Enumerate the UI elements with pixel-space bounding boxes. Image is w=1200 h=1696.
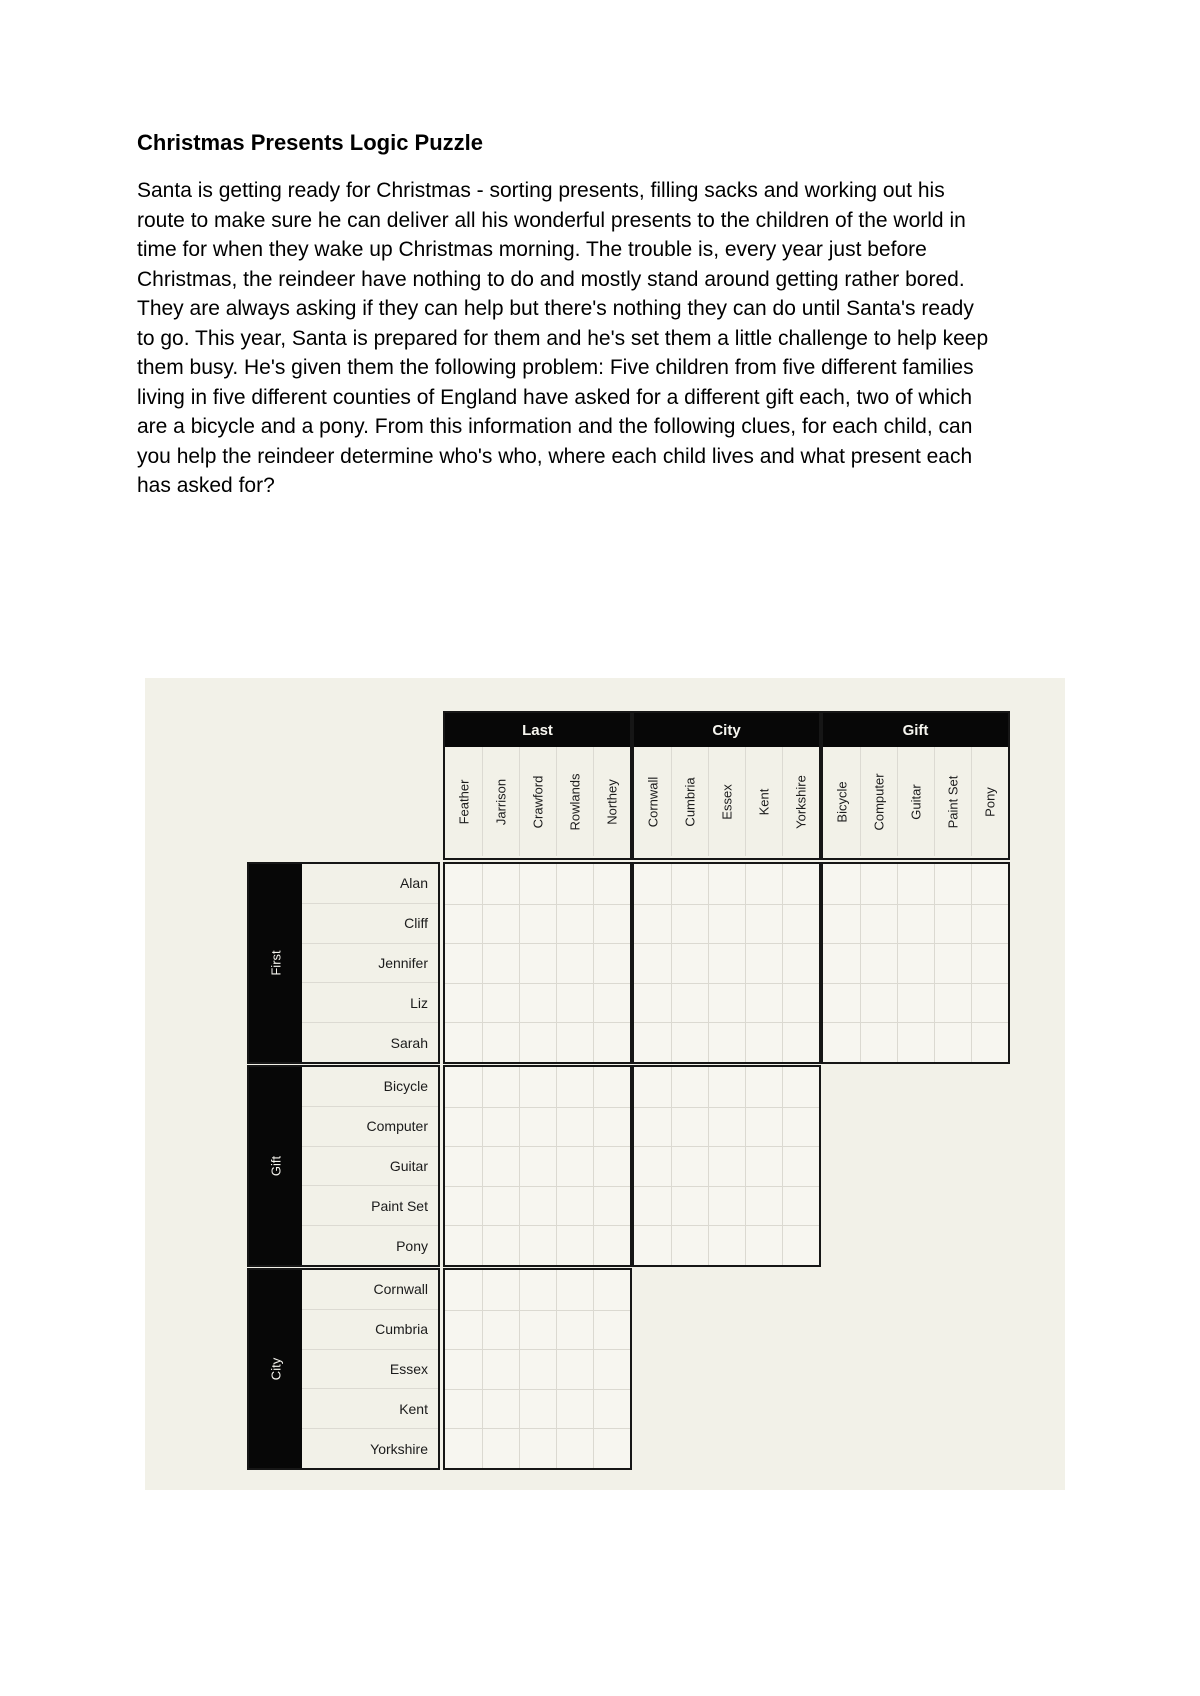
grid-cell (671, 943, 708, 983)
grid-cell (593, 904, 630, 944)
col-header-label: Computer (871, 772, 887, 831)
col-header-label: Jarrison (493, 778, 509, 825)
grid-cell (708, 1146, 745, 1186)
row-group-band-gift (249, 1067, 302, 1265)
row-header-guitar: Guitar (302, 1146, 438, 1186)
grid-cell (745, 943, 782, 983)
grid-cell (519, 983, 556, 1023)
row-header-kent: Kent (302, 1388, 438, 1428)
col-header-jarrison (482, 747, 519, 856)
grid-cell (934, 1022, 971, 1062)
grid-cell (745, 1107, 782, 1147)
grid-cell (823, 904, 860, 944)
row-header-yorkshire: Yorkshire (302, 1428, 438, 1468)
grid-cell (593, 1022, 630, 1062)
row-group-band-first (249, 864, 302, 1062)
row-header-bicycle: Bicycle (383, 1078, 428, 1095)
row-group-band-label: Gift (268, 1155, 283, 1177)
logic-grid (145, 678, 1065, 1490)
row-group-band-label: City (268, 1357, 283, 1381)
col-header-computer (860, 747, 897, 856)
cell-block-first-city (632, 862, 821, 1064)
grid-cell (593, 1146, 630, 1186)
grid-cell (934, 864, 971, 904)
grid-cell (556, 1310, 593, 1350)
row-group-city (247, 1268, 440, 1470)
grid-cell (860, 983, 897, 1023)
row-header-computer: Computer (302, 1106, 438, 1146)
col-group-band-gift: Gift (823, 713, 1008, 747)
row-group-first (247, 862, 440, 1064)
grid-cell (934, 904, 971, 944)
col-header-northey (593, 747, 630, 856)
grid-cell (519, 1225, 556, 1265)
col-header-label: Crawford (530, 775, 546, 828)
row-header-liz: Liz (302, 982, 438, 1022)
grid-cell (671, 1225, 708, 1265)
col-header-label: Cumbria (682, 776, 698, 827)
row-header-labels-city (302, 1270, 438, 1468)
col-group-band-city: City (634, 713, 819, 747)
grid-cell (671, 1022, 708, 1062)
row-header-paint-set: Paint Set (302, 1185, 438, 1225)
grid-cell (593, 1107, 630, 1147)
col-header-yorkshire (782, 747, 819, 856)
grid-cell (482, 1146, 519, 1186)
grid-cell (671, 864, 708, 904)
col-header-label: Kent (756, 788, 772, 815)
grid-cell (519, 1270, 556, 1310)
col-header-label: Bicycle (834, 780, 849, 823)
grid-cell (782, 1186, 819, 1226)
grid-cell (519, 1349, 556, 1389)
col-group-city (632, 711, 821, 860)
col-header-pony (971, 747, 1008, 856)
grid-cell (445, 1270, 482, 1310)
puzzle-panel (145, 678, 1065, 1490)
grid-cell (782, 864, 819, 904)
grid-cell (482, 1349, 519, 1389)
grid-cell (708, 1107, 745, 1147)
grid-cell (782, 1225, 819, 1265)
row-header-labels-gift (302, 1067, 438, 1265)
grid-cell (708, 904, 745, 944)
grid-cell (519, 1146, 556, 1186)
grid-cell (445, 1428, 482, 1468)
grid-cell (634, 1022, 671, 1062)
grid-cell (745, 1186, 782, 1226)
grid-cell (482, 1270, 519, 1310)
grid-cell (482, 904, 519, 944)
grid-cell (708, 1067, 745, 1107)
grid-cell (482, 983, 519, 1023)
grid-cell (634, 1067, 671, 1107)
row-header-essex: Essex (302, 1349, 438, 1389)
col-group-last (443, 711, 632, 860)
grid-cell (860, 904, 897, 944)
col-header-labels-gift (823, 747, 1008, 856)
grid-cell (782, 904, 819, 944)
grid-cell (556, 1107, 593, 1147)
grid-cell (556, 1022, 593, 1062)
col-header-label: Cornwall (645, 776, 660, 827)
grid-cell (708, 983, 745, 1023)
grid-cell (445, 1107, 482, 1147)
grid-cell (745, 983, 782, 1023)
col-header-label: Guitar (908, 783, 924, 820)
row-header-pony: Pony (302, 1225, 438, 1265)
grid-cell (519, 1428, 556, 1468)
grid-cell (482, 1225, 519, 1265)
grid-cell (708, 1022, 745, 1062)
grid-cell (671, 1107, 708, 1147)
row-group-band-city (249, 1270, 302, 1468)
col-header-labels-last (445, 747, 630, 856)
grid-cell (519, 864, 556, 904)
grid-cell (556, 904, 593, 944)
grid-cell (782, 1146, 819, 1186)
grid-cell (445, 1146, 482, 1186)
grid-cell (482, 943, 519, 983)
row-header-sarah: Sarah (302, 1022, 438, 1062)
grid-cell (671, 1146, 708, 1186)
grid-cell (823, 943, 860, 983)
grid-cell (482, 1067, 519, 1107)
grid-cell (556, 983, 593, 1023)
grid-cell (671, 904, 708, 944)
grid-cell (519, 1022, 556, 1062)
col-group-gift (821, 711, 1010, 860)
grid-cell (593, 1428, 630, 1468)
grid-cell (823, 864, 860, 904)
grid-cell (782, 1022, 819, 1062)
grid-cell (556, 1186, 593, 1226)
grid-cell (556, 1225, 593, 1265)
col-header-label: Feather (456, 779, 471, 824)
col-header-labels-city (634, 747, 819, 856)
grid-cell (593, 983, 630, 1023)
col-header-cumbria (671, 747, 708, 856)
col-header-essex (708, 747, 745, 856)
grid-cell (445, 1067, 482, 1107)
grid-cell (782, 983, 819, 1023)
row-header-cornwall: Cornwall (373, 1281, 428, 1298)
cell-block-city-last (443, 1268, 632, 1470)
grid-cell (971, 983, 1008, 1023)
grid-cell (593, 1270, 630, 1310)
grid-cell (593, 1310, 630, 1350)
grid-cell (519, 1067, 556, 1107)
page-title: Christmas Presents Logic Puzzle (137, 130, 483, 155)
grid-cell (482, 1107, 519, 1147)
grid-cell (482, 1022, 519, 1062)
row-header-labels-first (302, 864, 438, 1062)
col-header-label: Pony (982, 786, 998, 817)
grid-cell (445, 1022, 482, 1062)
grid-cell (634, 904, 671, 944)
grid-cell (593, 1349, 630, 1389)
grid-cell (782, 1107, 819, 1147)
grid-cell (745, 1225, 782, 1265)
grid-cell (971, 904, 1008, 944)
cell-block-first-last (443, 862, 632, 1064)
grid-cell (556, 1146, 593, 1186)
grid-cell (445, 983, 482, 1023)
grid-cell (519, 1389, 556, 1429)
row-header-cumbria: Cumbria (302, 1309, 438, 1349)
grid-cell (897, 943, 934, 983)
grid-cell (634, 1107, 671, 1147)
grid-cell (823, 983, 860, 1023)
grid-cell (556, 1067, 593, 1107)
row-group-band-label: First (268, 950, 283, 976)
grid-cell (593, 864, 630, 904)
grid-cell (671, 983, 708, 1023)
grid-cell (745, 1067, 782, 1107)
grid-cell (482, 1310, 519, 1350)
grid-cell (445, 943, 482, 983)
grid-cell (634, 983, 671, 1023)
grid-cell (445, 1225, 482, 1265)
col-header-kent (745, 747, 782, 856)
grid-cell (708, 943, 745, 983)
intro-paragraph: Santa is getting ready for Christmas - sorting presents, filling sacks and working out his route to make sure he can deliver all his wonderful presents to the children of the world in time for when they wake up Christmas morning. The trouble is, every year just before Christmas, the reindeer have nothing to do and mostly stand around getting rather bored. They are always asking if they can help but there's nothing they can do until Santa's ready to go. This year, Santa is prepared for them and he's set them a little challenge to help keep them busy. He's given them the following problem: Five children from five different families living in five different counties of England have asked for a different gift each, two of which are a bicycle and a pony. From this information and the following clues, for each child, can you help the reindeer determine who's who, where each child lives and what present each has asked for? (137, 179, 989, 497)
col-header-rowlands (556, 747, 593, 856)
col-header-cornwall (634, 747, 671, 856)
grid-cell (860, 1022, 897, 1062)
col-group-band-last: Last (445, 713, 630, 747)
grid-cell (445, 904, 482, 944)
row-header-alan: Alan (399, 875, 428, 892)
col-header-label: Rowlands (567, 772, 583, 831)
grid-cell (745, 864, 782, 904)
grid-cell (708, 1225, 745, 1265)
grid-cell (634, 1225, 671, 1265)
grid-cell (556, 943, 593, 983)
col-header-label: Paint Set (945, 775, 961, 828)
grid-cell (782, 1067, 819, 1107)
grid-cell (634, 864, 671, 904)
grid-cell (971, 864, 1008, 904)
grid-cell (634, 1146, 671, 1186)
row-header-cliff: Cliff (302, 903, 438, 943)
grid-cell (745, 1022, 782, 1062)
grid-cell (671, 1186, 708, 1226)
grid-cell (745, 904, 782, 944)
row-group-gift (247, 1065, 440, 1267)
cell-block-gift-last (443, 1065, 632, 1267)
col-header-crawford (519, 747, 556, 856)
grid-cell (745, 1146, 782, 1186)
col-header-label: Yorkshire (793, 774, 809, 829)
col-header-paint-set (934, 747, 971, 856)
grid-cell (897, 904, 934, 944)
grid-cell (519, 1186, 556, 1226)
col-header-bicycle (823, 747, 860, 856)
grid-cell (593, 1225, 630, 1265)
grid-cell (519, 943, 556, 983)
grid-cell (934, 943, 971, 983)
grid-cell (445, 1186, 482, 1226)
row-header-jennifer: Jennifer (302, 943, 438, 983)
grid-cell (556, 1428, 593, 1468)
grid-cell (782, 943, 819, 983)
grid-cell (482, 1389, 519, 1429)
grid-cell (482, 864, 519, 904)
grid-cell (897, 864, 934, 904)
grid-cell (445, 1349, 482, 1389)
col-header-label: Northey (604, 778, 620, 825)
grid-cell (519, 904, 556, 944)
grid-cell (897, 1022, 934, 1062)
grid-cell (860, 943, 897, 983)
grid-cell (671, 1067, 708, 1107)
grid-cell (934, 983, 971, 1023)
grid-cell (593, 943, 630, 983)
grid-cell (708, 864, 745, 904)
grid-cell (482, 1428, 519, 1468)
grid-cell (897, 983, 934, 1023)
grid-cell (593, 1186, 630, 1226)
col-header-feather (445, 747, 482, 856)
grid-cell (519, 1310, 556, 1350)
cell-block-gift-city (632, 1065, 821, 1267)
grid-cell (556, 1389, 593, 1429)
grid-cell (519, 1107, 556, 1147)
grid-cell (445, 1310, 482, 1350)
grid-cell (482, 1186, 519, 1226)
grid-cell (445, 1389, 482, 1429)
grid-cell (708, 1186, 745, 1226)
grid-cell (593, 1067, 630, 1107)
grid-cell (556, 1349, 593, 1389)
grid-cell (860, 864, 897, 904)
grid-cell (634, 1186, 671, 1226)
grid-cell (593, 1389, 630, 1429)
grid-cell (971, 943, 1008, 983)
col-header-guitar (897, 747, 934, 856)
col-header-label: Essex (719, 783, 735, 820)
grid-cell (556, 1270, 593, 1310)
cell-block-first-gift (821, 862, 1010, 1064)
grid-cell (971, 1022, 1008, 1062)
grid-cell (445, 864, 482, 904)
grid-cell (823, 1022, 860, 1062)
grid-cell (634, 943, 671, 983)
grid-cell (556, 864, 593, 904)
